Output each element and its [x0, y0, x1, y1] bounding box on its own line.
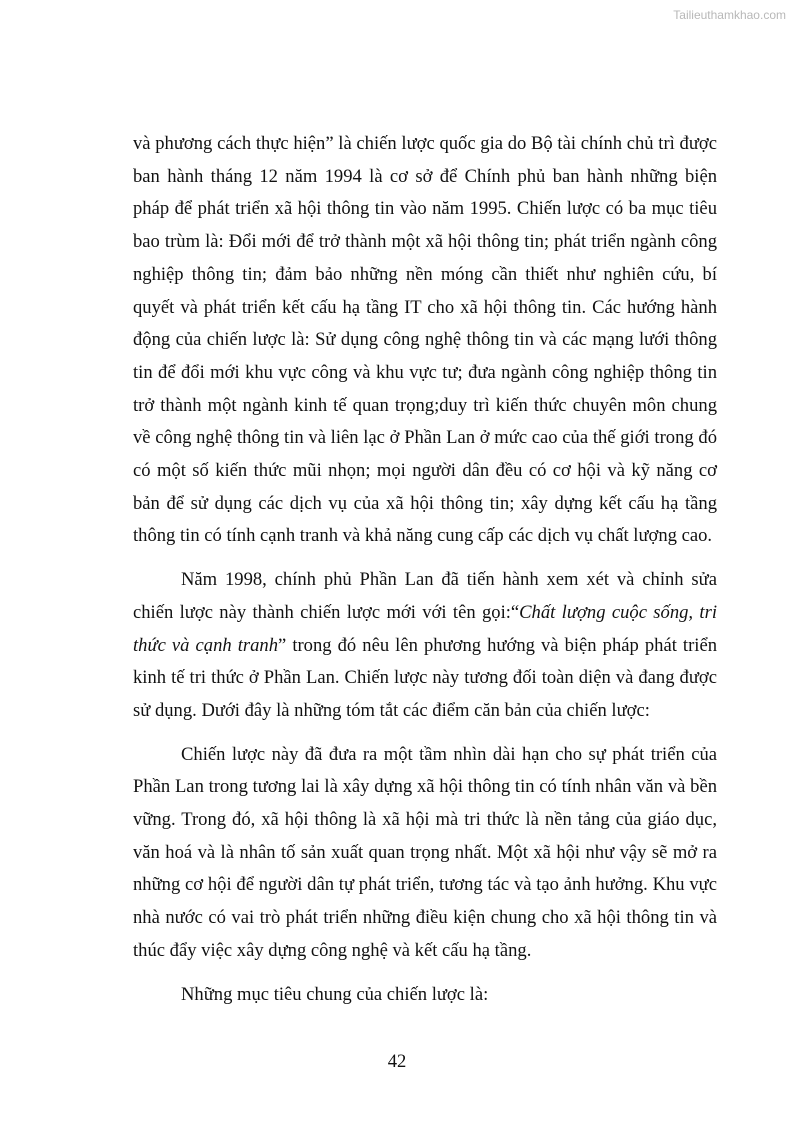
page-number: 42: [387, 1051, 407, 1072]
paragraph-2-text-after: ” trong đó nêu lên phương hướng và biện pháp phát triển kinh tế tri thức ở Phần Lan. Chiến lược này tương đối toàn diện và đang được sử dụng. Dưới đây là những tóm tắt các điểm căn bản của chiến lược:: [133, 634, 717, 721]
paragraph-2-text-before: Năm 1998, chính phủ Phần Lan đã tiến hành xem xét và chỉnh sửa chiến lược này thành chiến lược mới với tên gọi:“: [133, 569, 717, 623]
watermark-text: Tailieuthamkhao.com: [673, 8, 786, 22]
paragraph-2: [133, 564, 717, 728]
paragraph-4: Những mục tiêu chung của chiến lược là:: [181, 983, 489, 1005]
strategy-title-italic: Chất lượng cuộc sống, tri thức và cạnh tranh: [133, 601, 717, 656]
document-body: [133, 128, 717, 1011]
paragraph-1: và phương cách thực hiện” là chiến lược quốc gia do Bộ tài chính chủ trì được ban hành tháng 12 năm 1994 là cơ sở để Chính phủ ban hành những biện pháp để phát triển xã hội thông tin vào năm 1995. Chiến lược có ba mục tiêu bao trùm là: Đổi mới để trở thành một xã hội thông tin; phát triển ngành công nghiệp thông tin; đảm bảo những nền móng cần thiết như nghiên cứu, bí quyết và phát triển kết cấu hạ tầng IT cho xã hội thông tin. Các hướng hành động của chiến lược là: Sử dụng công nghệ thông tin và các mạng lưới thông tin để đổi mới khu vực công và khu vực tư; đưa ngành công nghiệp thông tin trở thành một ngành kinh tế quan trọng;duy trì kiến thức chuyên môn chung về công nghệ thông tin và liên lạc ở Phần Lan ở mức cao của thế giới trong đó có một số kiến thức mũi nhọn; mọi người dân đều có cơ hội và kỹ năng cơ bản để sử dụng các dịch vụ của xã hội thông tin; xây dựng kết cấu hạ tầng thông tin có tính cạnh tranh và khả năng cung cấp các dịch vụ chất lượng cao.: [133, 133, 717, 547]
paragraph-3: Chiến lược này đã đưa ra một tầm nhìn dài hạn cho sự phát triển của Phần Lan trong tương lai là xây dựng xã hội thông tin có tính nhân văn và bền vững. Trong đó, xã hội thông là xã hội mà tri thức là nền tảng của giáo dục, văn hoá và là nhân tố sản xuất quan trọng nhất. Một xã hội như vậy sẽ mở ra những cơ hội để người dân tự phát triển, tương tác và tạo ảnh hưởng. Khu vực nhà nước có vai trò phát triển những điều kiện chung cho xã hội thông tin và thúc đẩy việc xây dựng công nghệ và kết cấu hạ tầng.: [133, 743, 717, 961]
